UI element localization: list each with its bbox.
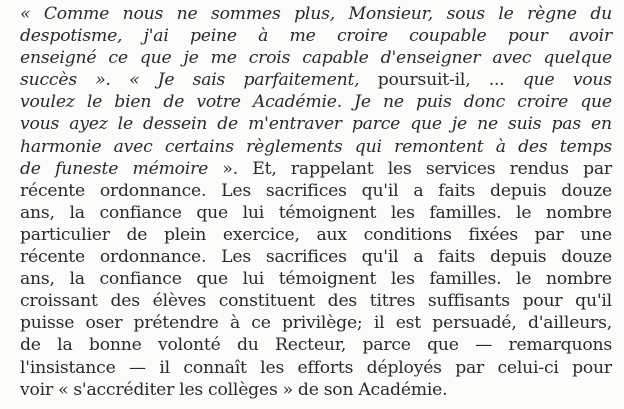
- word: succès: [20, 70, 77, 91]
- word: que: [196, 269, 228, 290]
- word: voulez: [20, 92, 75, 113]
- word: du: [236, 335, 259, 356]
- word: collèges: [208, 379, 278, 400]
- word: je: [451, 114, 468, 135]
- word: que: [196, 202, 228, 223]
- word: avec: [113, 136, 153, 157]
- word: son: [323, 379, 354, 400]
- word: qu'il: [361, 180, 399, 201]
- text-line: [20, 290, 612, 312]
- word: récente: [20, 247, 85, 268]
- word: d'ailleurs,: [527, 313, 612, 334]
- word: des: [518, 136, 548, 157]
- word: fixées: [468, 224, 518, 245]
- word: funeste: [55, 158, 119, 179]
- word: persuadé,: [432, 313, 517, 334]
- word: douze: [561, 180, 612, 201]
- word: lui: [242, 269, 265, 290]
- word: des: [327, 291, 358, 312]
- word: connaît: [183, 357, 247, 378]
- word: ...: [488, 70, 505, 91]
- word: ordonnance.: [99, 180, 207, 201]
- word: du: [590, 4, 612, 24]
- text-line: [20, 334, 612, 356]
- word: pour: [522, 291, 563, 312]
- text-line: [20, 202, 612, 224]
- word: familles.: [429, 202, 502, 223]
- text-line: [20, 246, 612, 268]
- word: je: [183, 48, 199, 69]
- word: déployés: [366, 357, 442, 378]
- word: bien: [114, 92, 152, 113]
- word: les: [390, 269, 415, 290]
- word: depuis: [490, 180, 547, 201]
- text-line: [20, 91, 612, 113]
- word: ».: [222, 158, 238, 179]
- word: ans,: [20, 202, 55, 223]
- word: il: [159, 357, 170, 378]
- word: confiance: [99, 202, 182, 223]
- word: pour: [507, 26, 548, 47]
- text-line: [20, 158, 612, 180]
- word: lui: [242, 202, 265, 223]
- word: oser: [85, 313, 123, 334]
- word: le: [117, 114, 133, 135]
- text-line: [20, 3, 612, 25]
- text-line: [20, 357, 612, 379]
- word: la: [69, 269, 85, 290]
- word: pas: [551, 114, 581, 135]
- word: témoignent: [278, 202, 377, 223]
- word: coupable: [409, 26, 487, 47]
- text-line: [20, 224, 612, 246]
- word: sommes: [211, 4, 281, 24]
- word: confiance: [99, 269, 182, 290]
- word: faits: [438, 247, 476, 268]
- word: règlements: [246, 136, 343, 157]
- word: Académie.: [358, 379, 448, 400]
- word: suis: [508, 114, 542, 135]
- word: titres: [369, 291, 416, 312]
- word: donc: [463, 92, 506, 113]
- word: sous: [446, 4, 485, 24]
- word: en: [591, 114, 612, 135]
- word: croissant: [20, 291, 98, 312]
- word: faits: [438, 180, 476, 201]
- word: Monsieur,: [348, 4, 434, 24]
- word: de: [297, 379, 319, 400]
- word: nombre: [545, 269, 612, 290]
- word: avec: [492, 48, 532, 69]
- word: vous: [20, 114, 60, 135]
- word: familles.: [429, 269, 502, 290]
- word: qu'il: [575, 291, 612, 312]
- word: —: [475, 335, 493, 356]
- word: a: [413, 247, 424, 268]
- word: enseigné: [20, 48, 97, 69]
- word: de: [20, 335, 41, 356]
- word: il: [373, 313, 385, 334]
- word: rendus: [509, 158, 569, 179]
- word: ayez: [69, 114, 108, 135]
- word: que: [427, 335, 459, 356]
- word: par: [534, 224, 564, 245]
- word: la: [57, 335, 73, 356]
- word: »: [282, 379, 293, 400]
- word: Recteur,: [275, 335, 347, 356]
- word: le: [516, 269, 532, 290]
- document-page: [20, 3, 612, 401]
- word: Les: [221, 247, 251, 268]
- word: les: [179, 379, 204, 400]
- word: s'accréditer: [73, 379, 175, 400]
- word: nous: [122, 4, 164, 24]
- word: les: [390, 202, 415, 223]
- word: a: [413, 180, 424, 201]
- text-line: [20, 113, 612, 135]
- word: plus,: [294, 4, 335, 24]
- word: parce: [351, 114, 401, 135]
- word: me: [210, 48, 237, 69]
- word: ne: [383, 92, 404, 113]
- word: l'insistance: [20, 357, 116, 378]
- word: Je: [354, 92, 371, 113]
- word: récente: [20, 180, 85, 201]
- word: privilège;: [281, 313, 363, 334]
- word: parce: [362, 335, 411, 356]
- word: m'entraver: [248, 114, 342, 135]
- word: croire: [336, 26, 388, 47]
- word: une: [580, 224, 612, 245]
- word: croire: [517, 92, 569, 113]
- word: prétendre: [133, 313, 219, 334]
- word: de: [126, 224, 148, 245]
- word: est: [395, 313, 422, 334]
- word: ce: [108, 48, 128, 69]
- word: témoignent: [278, 269, 377, 290]
- text-line: [20, 136, 612, 158]
- word: capable: [302, 48, 369, 69]
- word: puis: [416, 92, 452, 113]
- word: plein: [163, 224, 207, 245]
- word: à: [229, 313, 240, 334]
- word: puisse: [20, 313, 75, 334]
- word: à: [258, 26, 269, 47]
- word: depuis: [490, 247, 547, 268]
- word: que: [139, 48, 172, 69]
- word: douze: [561, 247, 612, 268]
- word: par: [583, 158, 612, 179]
- word: poursuit-il,: [377, 70, 471, 91]
- word: à: [495, 136, 506, 157]
- word: remontent: [394, 136, 484, 157]
- word: peine: [189, 26, 237, 47]
- word: que: [410, 114, 442, 135]
- word: celui-ci: [497, 357, 559, 378]
- word: le: [516, 202, 532, 223]
- word: j'ai: [143, 26, 169, 47]
- word: exercice,: [222, 224, 300, 245]
- word: Et,: [252, 158, 277, 179]
- word: temps: [559, 136, 612, 157]
- word: efforts: [297, 357, 354, 378]
- word: me: [289, 26, 316, 47]
- text-line: [20, 379, 612, 401]
- word: vous: [572, 70, 612, 91]
- word: sacrifices: [265, 247, 347, 268]
- word: remarquons: [508, 335, 612, 356]
- text-line: [20, 312, 612, 334]
- word: de: [217, 114, 239, 135]
- word: ans,: [20, 269, 55, 290]
- word: harmonie: [20, 136, 102, 157]
- text-line: [20, 47, 612, 69]
- word: Comme: [43, 4, 110, 24]
- word: des: [110, 291, 140, 312]
- word: conditions: [363, 224, 452, 245]
- word: services: [425, 158, 496, 179]
- word: qu'il: [361, 247, 399, 268]
- word: Académie.: [252, 92, 342, 113]
- word: ce: [251, 313, 271, 334]
- word: Je: [157, 70, 175, 91]
- word: que: [580, 92, 612, 113]
- word: mémoire: [132, 158, 209, 179]
- word: ».: [95, 70, 111, 91]
- word: ne: [176, 4, 198, 24]
- word: suffisants: [427, 291, 510, 312]
- word: par: [455, 357, 485, 378]
- word: sacrifices: [265, 180, 347, 201]
- word: rappelant: [290, 158, 374, 179]
- word: ne: [477, 114, 498, 135]
- word: crois: [248, 48, 291, 69]
- word: —: [128, 357, 146, 378]
- word: votre: [196, 92, 241, 113]
- word: les: [260, 357, 285, 378]
- word: le: [498, 4, 514, 24]
- word: despotisme,: [20, 26, 123, 47]
- word: constituent: [218, 291, 315, 312]
- text-line: [20, 25, 612, 47]
- word: volonté: [157, 335, 221, 356]
- word: «: [20, 4, 31, 24]
- word: aux: [316, 224, 347, 245]
- word: voir: [20, 379, 53, 400]
- text-line: [20, 268, 612, 290]
- word: «: [57, 379, 69, 400]
- word: nombre: [545, 202, 612, 223]
- word: qui: [354, 136, 382, 157]
- word: dessein: [143, 114, 208, 135]
- word: avoir: [568, 26, 612, 47]
- word: règne: [527, 4, 577, 24]
- word: les: [387, 158, 412, 179]
- text-line: [20, 180, 612, 202]
- word: le: [86, 92, 103, 113]
- word: parfaitement,: [243, 70, 360, 91]
- word: que: [522, 70, 555, 91]
- word: quelque: [543, 48, 612, 69]
- word: Les: [221, 180, 251, 201]
- word: pour: [572, 357, 612, 378]
- word: de: [20, 158, 41, 179]
- word: ordonnance.: [99, 247, 207, 268]
- word: certains: [164, 136, 234, 157]
- word: de: [163, 92, 185, 113]
- word: «: [129, 70, 140, 91]
- word: sais: [192, 70, 226, 91]
- text-line: [20, 69, 612, 91]
- word: bonne: [88, 335, 142, 356]
- word: particulier: [20, 224, 110, 245]
- word: d'enseigner: [380, 48, 481, 69]
- word: élèves: [152, 291, 206, 312]
- word: la: [69, 202, 85, 223]
